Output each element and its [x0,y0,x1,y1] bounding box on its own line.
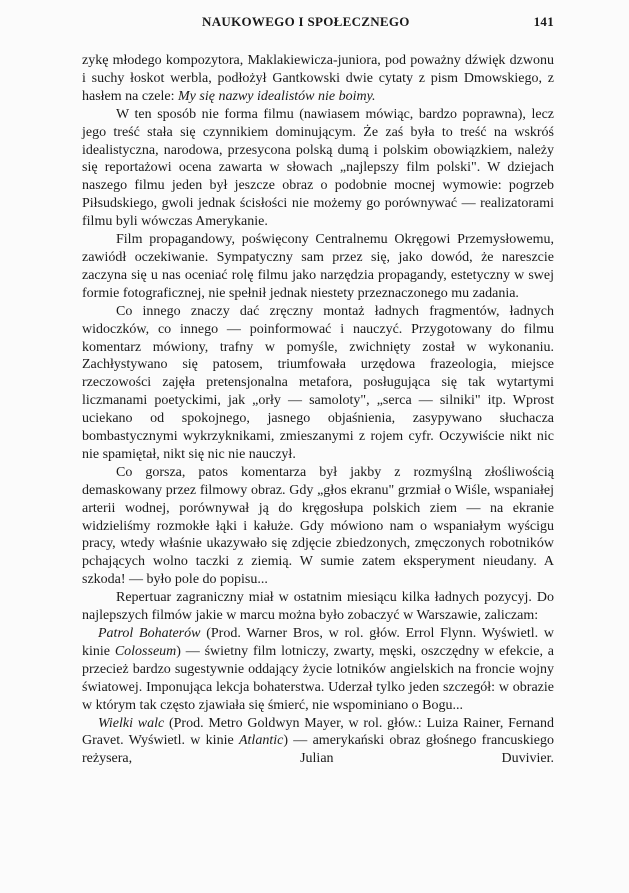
running-title: NAUKOWEGO I SPOŁECZNEGO [202,14,410,29]
text-run: W ten sposób nie forma filmu (nawiasem mówiąc, bardzo poprawna), lecz jego treść stała się czynnikiem dominującym. Że zaś była to treść na wskróś idealistyczna, narodowa, przesycona polską dumą i polskim obowiązkiem, należy się reportażowi ocena zawarta w słowach „najlepszy film polski". W dziejach naszego filmu jeden był jeszcze obraz o podobnie mocnej wymowie: pogrzeb Piłsudskiego, gwoli jednak ścisłości nie możemy go porównywać — realizatorami filmu byli wówczas Amerykanie. [82,106,554,230]
paragraph [82,106,554,231]
text-run: ) — amerykański obraz głośnego francuskiego reżysera, Julian Duvivier. [82,733,554,767]
paragraph [82,52,554,106]
paragraph [82,589,554,625]
text-run: zykę młodego kompozytora, Maklakiewicza-juniora, pod poważny dźwięk dzwonu i suchy łoskot werbla, podłożył Gantkowski dwie cytaty z pism Dmowskiego, z hasłem na czele: [82,53,554,104]
paragraph [82,715,554,769]
text-run: Co innego znaczy dać zręczny montaż ładnych fragmentów, ładnych widoczków, co innego — poinformować i nauczyć. Przygotowany do filmu komentarz mówiony, trafny w pomyśle, zwichnięty został w wykonaniu. Zachłystywano się patosem, triumfowała urzędowa frazeologia, miejsce rzeczowości zajęła pretensjonalna metafora, posługująca się tak wytartymi liczmanami poetyckimi, jak „orły — samoloty", „serca — silniki" itp. Wprost uciekano od spokojnego, jasnego objaśnienia, zasypywano słuchacza bombastycznymi wykrzyknikami, zmieszanymi z rojem cyfr. Oczywiście nikt nic nie spamiętał, nikt się nic nie nauczył. [82,303,554,462]
text-run: (Prod. Warner Bros, w rol. głów. Errol Flynn. Wyświetl. w kinie [82,626,554,659]
film-title: Wielki walc [98,715,165,731]
paragraph [82,231,554,303]
text-run: ) — świetny film lotniczy, zwarty, męski, oszczędny w efekcie, a przecież bardzo sugestywnie oddający życie lotników angielskich na froncie wojny światowej. Imponująca lekcja bohaterstwa. Uderzał tylko jeden szczegół: w obrazie w którym tak często zjawiała się śmierć, nie wspominiano o Bogu... [82,643,554,713]
page-number: 141 [533,14,554,29]
italic-quote: My się nazwy idealistów nie boimy. [178,88,376,104]
cinema-name: Atlantic [238,733,284,749]
text-run: (Prod. Metro Goldwyn Mayer, w rol. głów.: Luiza Rainer, Fernand Gravet. Wyświetl. w kinie [82,715,554,749]
text-run: Co gorsza, patos komentarza był jakby z rozmyślną złośliwością demaskowany przez filmowy obraz. Gdy „głos ekranu" grzmiał o Wiśle, wspaniałej arterii wodnej, porównywał ją do kręgosłupa polskich ziem — na ekranie widzieliśmy rozmokłe łąki i kałuże. Gdy mówiono nam o wspaniałym wyścigu pracy, wtedy właśnie ukazywało się zdjęcie zbiedzonych, zmęczonych robotników pchających wolno taczki z ziemią. W sumie zatem eksperyment nieudany. A szkoda! — było pole do popisu... [82,464,554,588]
paragraph [82,303,554,464]
page-header [82,14,554,34]
text-run: Film propagandowy, poświęcony Centralnemu Okręgowi Przemysłowemu, zawiódł oczekiwanie. Sympatyczny sam przez się, jako dowód, że nareszcie zaczyna się u nas oceniać rolę filmu jako narzędzia propagandy, estetyczny w swej formie fotograficznej, nie spełnił jednak niestety przeznaczonego mu zadania. [82,232,554,301]
text-run: Repertuar zagraniczny miał w ostatnim miesiącu kilka ładnych pozycyj. Do najlepszych filmów jakie w marcu można było zobaczyć w Warszawie, zaliczam: [82,590,554,624]
cinema-name: Colosseum [114,643,177,659]
paragraph [82,625,554,715]
paragraph [82,464,554,589]
body-text [82,52,554,768]
film-title: Patrol Bohaterów [98,626,201,641]
